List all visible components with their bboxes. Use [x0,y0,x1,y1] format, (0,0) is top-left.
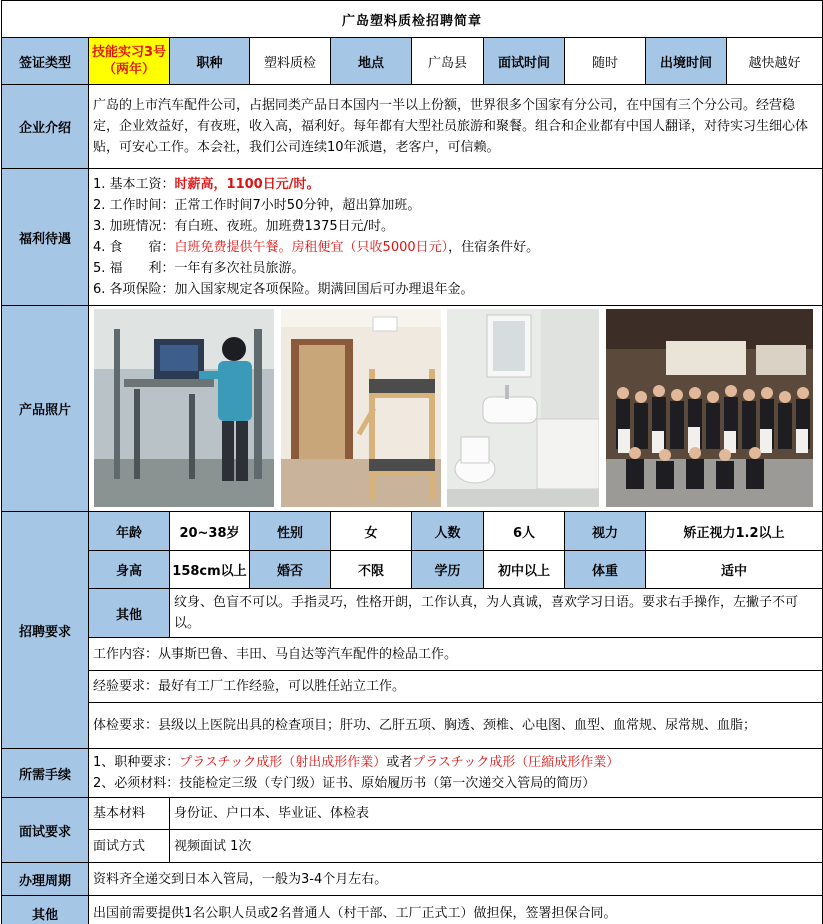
procedures-text: 1、职种要求：プラスチック成形（射出成形作業）或者プラスチック成形（圧縮成形作業） 2、必须材料：技能检定三级（专门级）证书、原始履历书（第一次递交入管局的简历） [89,749,823,798]
welfare-item-insurance: 6. 各项保险：加入国家规定各项保险。期满回国后可办理退年金。 [93,282,474,297]
weight-label: 体重 [565,551,646,589]
other-req-label: 其他 [89,589,170,638]
visa-type-label: 签证类型 [2,38,89,85]
recruitment-sheet [1,0,823,924]
method-value: 视频面试 1次 [170,830,823,863]
welfare-item-salary: 1. 基本工资：时薪高，1100日元/时。 [93,177,320,192]
welfare-item-overtime: 3. 加班情况：有白班、夜班。加班费1375日元/时。 [93,219,394,234]
welfare-item-hours: 2. 工作时间：正常工作时间7小时50分钟，超出算加班。 [93,198,421,213]
bathroom-photo [447,309,599,507]
age-value: 20~38岁 [170,512,250,551]
age-label: 年龄 [89,512,170,551]
welfare-item-housing: 4. 食 宿：白班免费提供午餐。房租便宜（只收5000日元），住宿条件好。 [93,240,540,255]
height-value: 158cm以上 [170,551,250,589]
experience-text: 经验要求：最好有工厂工作经验，可以胜任站立工作。 [89,671,823,703]
location-label: 地点 [331,38,412,85]
job-value: 塑料质检 [250,38,331,85]
page-title: 广岛塑料质检招聘简章 [2,1,823,38]
method-label: 面试方式 [89,830,170,863]
work-content-text: 工作内容：从事斯巴鲁、丰田、马自达等汽车配件的检品工作。 [89,638,823,671]
photos-label: 产品照片 [2,306,89,512]
interview-time-label: 面试时间 [484,38,565,85]
height-label: 身高 [89,551,170,589]
interview-time-value: 随时 [565,38,646,85]
other-req-text: 纹身、色盲不可以。手指灵巧，性格开朗，工作认真，为人真诚，喜欢学习日语。要求右手操作，左撇子不可以。 [170,589,823,638]
welfare-list [89,169,823,306]
materials-value: 身份证、户口本、毕业证、体检表 [170,798,823,830]
visa-type-value: 技能实习3号 （两年） [89,38,170,85]
location-value: 广岛县 [412,38,484,85]
period-label: 办理周期 [2,863,89,896]
others-value: 出国前需要提供1名公职人员或2名普通人（村干部、工厂正式工）做担保，签署担保合同。 [89,896,823,924]
photos-cell [89,306,823,512]
medical-text: 体检要求：县级以上医院出具的检查项目；肝功、乙肝五项、胸透、颈椎、心电图、血型、血常规、尿常规、血脂； [89,703,823,749]
period-value: 资料齐全递交到日本入管局，一般为3-4个月左右。 [89,863,823,896]
company-intro-text: 广岛的上市汽车配件公司，占据同类产品日本国内一半以上份额，世界很多个国家有分公司，在中国有三个分公司。经营稳定，企业效益好，有夜班，收入高，福利好。每年都有大型社员旅游和聚餐。组合和企业都有中国人翻译，对待实习生细心体贴，可安心工作。本会社，我们公司连续10年派遣，老客户，可信赖。 [89,85,823,169]
interview-req-label: 面试要求 [2,798,89,863]
marriage-label: 婚否 [250,551,331,589]
company-intro-label: 企业介绍 [2,85,89,169]
count-label: 人数 [412,512,484,551]
procedures-label: 所需手续 [2,749,89,798]
group-trip-photo [606,309,813,507]
count-value: 6人 [484,512,565,551]
education-value: 初中以上 [484,551,565,589]
welfare-item-benefits: 5. 福 利：一年有多次社员旅游。 [93,261,305,276]
gender-value: 女 [331,512,412,551]
requirements-label: 招聘要求 [2,512,89,749]
vision-label: 视力 [565,512,646,551]
depart-time-value: 越快越好 [727,38,823,85]
weight-value: 适中 [646,551,823,589]
depart-time-label: 出境时间 [646,38,727,85]
education-label: 学历 [412,551,484,589]
materials-label: 基本材料 [89,798,170,830]
factory-worker-photo [94,309,274,507]
gender-label: 性别 [250,512,331,551]
dorm-bunk-bed-photo [281,309,441,507]
others-label: 其他 [2,896,89,924]
vision-value: 矫正视力1.2以上 [646,512,823,551]
marriage-value: 不限 [331,551,412,589]
welfare-label: 福利待遇 [2,169,89,306]
job-label: 职种 [170,38,250,85]
